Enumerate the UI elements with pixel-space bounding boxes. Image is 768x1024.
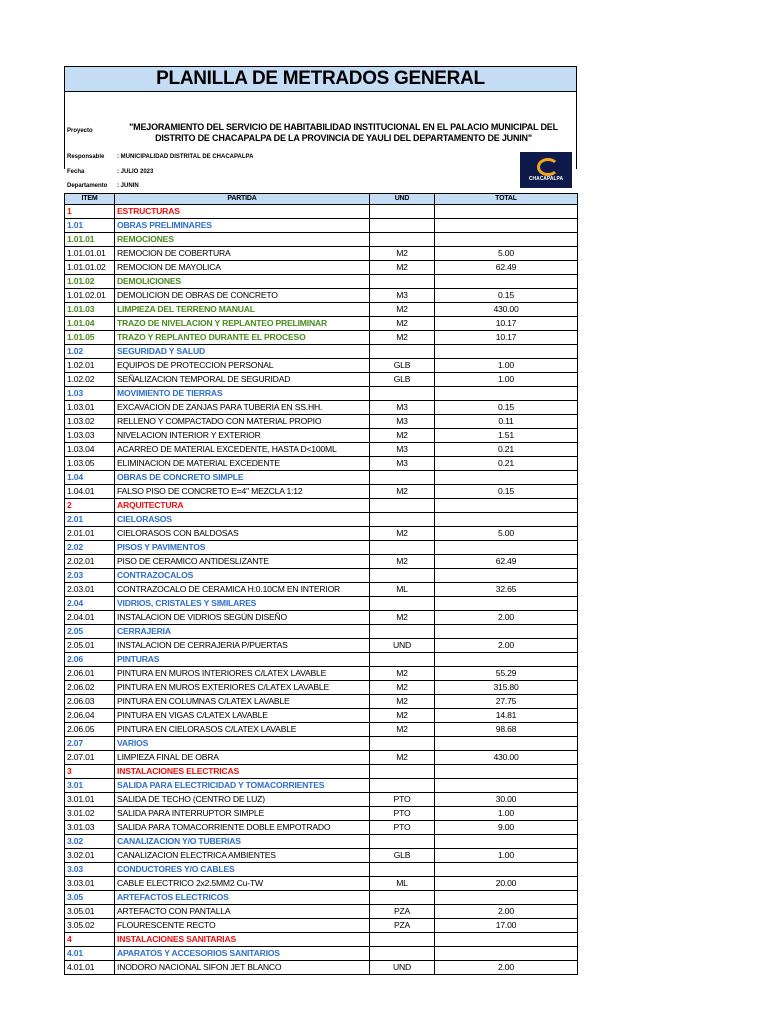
row-partida-cell: CIELORASOS bbox=[115, 513, 370, 527]
sheet-title: PLANILLA DE METRADOS GENERAL bbox=[64, 66, 577, 92]
row-und-cell: M3 bbox=[370, 443, 435, 457]
table-row bbox=[65, 499, 578, 513]
table-row bbox=[65, 877, 578, 891]
row-und-cell: M2 bbox=[370, 303, 435, 317]
table-row bbox=[65, 919, 578, 933]
row-partida-cell: CIELORASOS CON BALDOSAS bbox=[115, 527, 370, 541]
row-total-cell bbox=[435, 891, 578, 905]
row-partida-cell: OBRAS DE CONCRETO SIMPLE bbox=[115, 471, 370, 485]
row-total-cell bbox=[435, 541, 578, 555]
row-total-cell: 10.17 bbox=[435, 317, 578, 331]
row-total-cell bbox=[435, 345, 578, 359]
row-item-cell: 3.05 bbox=[65, 891, 115, 905]
row-und-cell: M2 bbox=[370, 527, 435, 541]
header-und: UND bbox=[370, 194, 435, 205]
row-total-cell bbox=[435, 387, 578, 401]
row-total-cell: 9.00 bbox=[435, 821, 578, 835]
row-und-cell: M3 bbox=[370, 457, 435, 471]
municipality-logo bbox=[520, 152, 572, 188]
table-row bbox=[65, 961, 578, 975]
row-und-cell: M2 bbox=[370, 681, 435, 695]
row-total-cell bbox=[435, 835, 578, 849]
row-total-cell bbox=[435, 275, 578, 289]
row-item-cell: 1.01.04 bbox=[65, 317, 115, 331]
row-total-cell bbox=[435, 513, 578, 527]
row-partida-cell: INSTALACION DE VIDRIOS SEGÚN DISEÑO bbox=[115, 611, 370, 625]
row-total-cell: 430.00 bbox=[435, 303, 578, 317]
metrados-table bbox=[64, 193, 578, 975]
row-total-cell: 315.80 bbox=[435, 681, 578, 695]
row-item-cell: 2.07 bbox=[65, 737, 115, 751]
table-row bbox=[65, 387, 578, 401]
table-row bbox=[65, 457, 578, 471]
table-row bbox=[65, 737, 578, 751]
row-item-cell: 1.01.01 bbox=[65, 233, 115, 247]
row-partida-cell: CANALIZACION Y/O TUBERIAS bbox=[115, 835, 370, 849]
row-und-cell bbox=[370, 387, 435, 401]
row-und-cell: ML bbox=[370, 877, 435, 891]
row-item-cell: 2.06.03 bbox=[65, 695, 115, 709]
row-partida-cell: PINTURA EN MUROS INTERIORES C/LATEX LAVABLE bbox=[115, 667, 370, 681]
row-total-cell: 0.15 bbox=[435, 485, 578, 499]
row-und-cell: M3 bbox=[370, 289, 435, 303]
row-partida-cell: CONTRAZOCALOS bbox=[115, 569, 370, 583]
row-total-cell bbox=[435, 233, 578, 247]
row-item-cell: 2.01 bbox=[65, 513, 115, 527]
row-und-cell: M2 bbox=[370, 261, 435, 275]
row-item-cell: 3.05.02 bbox=[65, 919, 115, 933]
row-item-cell: 1.04.01 bbox=[65, 485, 115, 499]
row-und-cell: M2 bbox=[370, 247, 435, 261]
table-row bbox=[65, 723, 578, 737]
table-row bbox=[65, 765, 578, 779]
row-partida-cell: SALIDA PARA INTERRUPTOR SIMPLE bbox=[115, 807, 370, 821]
row-und-cell: M2 bbox=[370, 429, 435, 443]
row-partida-cell: INSTALACIONES ELECTRICAS bbox=[115, 765, 370, 779]
table-row bbox=[65, 807, 578, 821]
row-und-cell: M2 bbox=[370, 695, 435, 709]
row-total-cell: 17.00 bbox=[435, 919, 578, 933]
table-row bbox=[65, 443, 578, 457]
row-partida-cell: SEGURIDAD Y SALUD bbox=[115, 345, 370, 359]
row-item-cell: 2.03.01 bbox=[65, 583, 115, 597]
table-row bbox=[65, 681, 578, 695]
table-row bbox=[65, 597, 578, 611]
table-row bbox=[65, 653, 578, 667]
row-total-cell: 430.00 bbox=[435, 751, 578, 765]
row-und-cell bbox=[370, 569, 435, 583]
row-partida-cell: OBRAS PRELIMINARES bbox=[115, 219, 370, 233]
row-partida-cell: EQUIPOS DE PROTECCION PERSONAL bbox=[115, 359, 370, 373]
row-item-cell: 1.01.05 bbox=[65, 331, 115, 345]
row-total-cell bbox=[435, 471, 578, 485]
row-item-cell: 3.01.03 bbox=[65, 821, 115, 835]
row-item-cell: 3.01 bbox=[65, 779, 115, 793]
row-total-cell bbox=[435, 219, 578, 233]
row-total-cell: 0.21 bbox=[435, 457, 578, 471]
row-item-cell: 3.03.01 bbox=[65, 877, 115, 891]
table-row bbox=[65, 345, 578, 359]
table-row bbox=[65, 835, 578, 849]
row-partida-cell: DEMOLICIONES bbox=[115, 275, 370, 289]
row-total-cell: 0.15 bbox=[435, 401, 578, 415]
row-partida-cell: PISOS Y PAVIMENTOS bbox=[115, 541, 370, 555]
table-row bbox=[65, 219, 578, 233]
table-body bbox=[65, 205, 578, 975]
row-und-cell: M2 bbox=[370, 723, 435, 737]
row-item-cell: 2.06.04 bbox=[65, 709, 115, 723]
row-total-cell: 0.15 bbox=[435, 289, 578, 303]
table-row bbox=[65, 569, 578, 583]
table-row bbox=[65, 471, 578, 485]
row-und-cell bbox=[370, 471, 435, 485]
row-partida-cell: FALSO PISO DE CONCRETO E=4" MEZCLA 1:12 bbox=[115, 485, 370, 499]
row-partida-cell: NIVELACION INTERIOR Y EXTERIOR bbox=[115, 429, 370, 443]
row-und-cell: M2 bbox=[370, 611, 435, 625]
table-row bbox=[65, 625, 578, 639]
logo-emblem-icon bbox=[537, 158, 559, 176]
row-total-cell bbox=[435, 765, 578, 779]
table-row bbox=[65, 233, 578, 247]
row-und-cell: M3 bbox=[370, 401, 435, 415]
row-total-cell: 10.17 bbox=[435, 331, 578, 345]
row-total-cell bbox=[435, 499, 578, 513]
row-und-cell: M2 bbox=[370, 331, 435, 345]
row-partida-cell: DEMOLICION DE OBRAS DE CONCRETO bbox=[115, 289, 370, 303]
row-partida-cell: APARATOS Y ACCESORIOS SANITARIOS bbox=[115, 947, 370, 961]
departamento-label: Departamento bbox=[67, 183, 108, 189]
departamento-value: : JUNIN bbox=[117, 183, 139, 189]
row-partida-cell: REMOCION DE COBERTURA bbox=[115, 247, 370, 261]
row-partida-cell: INSTALACIONES SANITARIAS bbox=[115, 933, 370, 947]
row-partida-cell: PINTURA EN CIELORASOS C/LATEX LAVABLE bbox=[115, 723, 370, 737]
row-total-cell: 1.00 bbox=[435, 849, 578, 863]
table-row bbox=[65, 415, 578, 429]
row-total-cell bbox=[435, 597, 578, 611]
row-item-cell: 2.04 bbox=[65, 597, 115, 611]
row-item-cell: 4.01 bbox=[65, 947, 115, 961]
row-und-cell bbox=[370, 933, 435, 947]
table-row bbox=[65, 947, 578, 961]
row-partida-cell: ARQUITECTURA bbox=[115, 499, 370, 513]
table-row bbox=[65, 583, 578, 597]
header-item: ITEM bbox=[65, 194, 115, 205]
row-und-cell bbox=[370, 891, 435, 905]
row-und-cell: M2 bbox=[370, 555, 435, 569]
table-row bbox=[65, 611, 578, 625]
row-partida-cell: SALIDA PARA ELECTRICIDAD Y TOMACORRIENTES bbox=[115, 779, 370, 793]
row-item-cell: 2.07.01 bbox=[65, 751, 115, 765]
row-total-cell: 1.51 bbox=[435, 429, 578, 443]
row-total-cell: 14.81 bbox=[435, 709, 578, 723]
row-partida-cell: CABLE ELECTRICO 2x2.5MM2 Cu-TW bbox=[115, 877, 370, 891]
row-total-cell: 30.00 bbox=[435, 793, 578, 807]
table-row bbox=[65, 359, 578, 373]
row-partida-cell: EXCAVACION DE ZANJAS PARA TUBERIA EN SS.HH. bbox=[115, 401, 370, 415]
table-row bbox=[65, 373, 578, 387]
row-und-cell bbox=[370, 205, 435, 219]
table-row bbox=[65, 261, 578, 275]
row-item-cell: 3.02 bbox=[65, 835, 115, 849]
header-total: TOTAL bbox=[435, 194, 578, 205]
table-row bbox=[65, 639, 578, 653]
row-item-cell: 3.03 bbox=[65, 863, 115, 877]
row-total-cell bbox=[435, 947, 578, 961]
row-total-cell: 1.00 bbox=[435, 373, 578, 387]
row-total-cell: 62.49 bbox=[435, 555, 578, 569]
row-total-cell bbox=[435, 779, 578, 793]
project-description: "MEJORAMIENTO DEL SERVICIO DE HABITABILIDAD INSTITUCIONAL EN EL PALACIO MUNICIPAL DEL DISTRITO DE CHACAPALPA DE LA PROVINCIA DE YAULI DEL DEPARTAMENTO DE JUNIN" bbox=[129, 122, 558, 143]
row-item-cell: 3.05.01 bbox=[65, 905, 115, 919]
row-total-cell bbox=[435, 625, 578, 639]
row-total-cell: 1.00 bbox=[435, 807, 578, 821]
row-und-cell bbox=[370, 765, 435, 779]
row-und-cell: M2 bbox=[370, 751, 435, 765]
row-item-cell: 2.05.01 bbox=[65, 639, 115, 653]
project-info bbox=[64, 92, 577, 189]
row-partida-cell: REMOCIONES bbox=[115, 233, 370, 247]
header-partida: PARTIDA bbox=[115, 194, 370, 205]
row-und-cell: M2 bbox=[370, 485, 435, 499]
table-row bbox=[65, 247, 578, 261]
row-total-cell: 0.11 bbox=[435, 415, 578, 429]
row-partida-cell: MOVIMIENTO DE TIERRAS bbox=[115, 387, 370, 401]
row-total-cell: 55.29 bbox=[435, 667, 578, 681]
row-partida-cell: TRAZO DE NIVELACION Y REPLANTEO PRELIMINAR bbox=[115, 317, 370, 331]
metrados-sheet bbox=[64, 66, 577, 975]
row-partida-cell: CANALIZACION ELECTRICA AMBIENTES bbox=[115, 849, 370, 863]
row-item-cell: 2.06 bbox=[65, 653, 115, 667]
table-row bbox=[65, 513, 578, 527]
row-und-cell: GLB bbox=[370, 849, 435, 863]
row-und-cell: PZA bbox=[370, 905, 435, 919]
row-partida-cell: INSTALACION DE CERRAJERIA P/PUERTAS bbox=[115, 639, 370, 653]
row-total-cell: 32.65 bbox=[435, 583, 578, 597]
row-partida-cell: ESTRUCTURAS bbox=[115, 205, 370, 219]
row-total-cell: 5.00 bbox=[435, 247, 578, 261]
row-total-cell bbox=[435, 569, 578, 583]
table-row bbox=[65, 303, 578, 317]
row-item-cell: 1.03 bbox=[65, 387, 115, 401]
table-row bbox=[65, 667, 578, 681]
row-item-cell: 3.01.02 bbox=[65, 807, 115, 821]
table-row bbox=[65, 555, 578, 569]
row-item-cell: 2.05 bbox=[65, 625, 115, 639]
row-und-cell bbox=[370, 779, 435, 793]
responsable-label: Responsable bbox=[67, 154, 105, 160]
table-row bbox=[65, 695, 578, 709]
table-row bbox=[65, 863, 578, 877]
row-und-cell bbox=[370, 597, 435, 611]
row-und-cell: M2 bbox=[370, 709, 435, 723]
row-partida-cell: VARIOS bbox=[115, 737, 370, 751]
row-item-cell: 3 bbox=[65, 765, 115, 779]
row-total-cell: 0.21 bbox=[435, 443, 578, 457]
row-partida-cell: TRAZO Y REPLANTEO DURANTE EL PROCESO bbox=[115, 331, 370, 345]
row-total-cell: 98.68 bbox=[435, 723, 578, 737]
row-und-cell: GLB bbox=[370, 359, 435, 373]
row-total-cell: 20.00 bbox=[435, 877, 578, 891]
row-partida-cell: REMOCION DE MAYOLICA bbox=[115, 261, 370, 275]
row-total-cell bbox=[435, 653, 578, 667]
row-partida-cell: VIDRIOS, CRISTALES Y SIMILARES bbox=[115, 597, 370, 611]
row-item-cell: 1.01.02.01 bbox=[65, 289, 115, 303]
row-und-cell bbox=[370, 541, 435, 555]
row-item-cell: 1.01.03 bbox=[65, 303, 115, 317]
row-und-cell bbox=[370, 737, 435, 751]
row-und-cell: PTO bbox=[370, 793, 435, 807]
table-row bbox=[65, 793, 578, 807]
row-partida-cell: CONDUCTORES Y/O CABLES bbox=[115, 863, 370, 877]
row-und-cell bbox=[370, 863, 435, 877]
row-partida-cell: PINTURA EN VIGAS C/LATEX LAVABLE bbox=[115, 709, 370, 723]
row-partida-cell: LIMPIEZA FINAL DE OBRA bbox=[115, 751, 370, 765]
row-und-cell bbox=[370, 275, 435, 289]
table-row bbox=[65, 541, 578, 555]
row-und-cell bbox=[370, 835, 435, 849]
table-header-row bbox=[65, 194, 578, 205]
row-item-cell: 2.06.05 bbox=[65, 723, 115, 737]
table-row bbox=[65, 275, 578, 289]
row-item-cell: 1.02.01 bbox=[65, 359, 115, 373]
row-und-cell: UND bbox=[370, 639, 435, 653]
table-row bbox=[65, 891, 578, 905]
row-item-cell: 1.03.05 bbox=[65, 457, 115, 471]
row-und-cell: PZA bbox=[370, 919, 435, 933]
table-row bbox=[65, 331, 578, 345]
project-label: Proyecto bbox=[67, 128, 93, 134]
row-item-cell: 1.04 bbox=[65, 471, 115, 485]
row-und-cell: M3 bbox=[370, 415, 435, 429]
table-row bbox=[65, 485, 578, 499]
table-row bbox=[65, 751, 578, 765]
row-item-cell: 2.01.01 bbox=[65, 527, 115, 541]
row-partida-cell: PISO DE CERAMICO ANTIDESLIZANTE bbox=[115, 555, 370, 569]
row-total-cell: 5.00 bbox=[435, 527, 578, 541]
row-total-cell: 2.00 bbox=[435, 905, 578, 919]
row-item-cell: 2.04.01 bbox=[65, 611, 115, 625]
logo-text: CHACAPALPA bbox=[528, 176, 564, 182]
row-partida-cell: ACARREO DE MATERIAL EXCEDENTE, HASTA D<100ML bbox=[115, 443, 370, 457]
row-partida-cell: LIMPIEZA DEL TERRENO MANUAL bbox=[115, 303, 370, 317]
row-item-cell: 2 bbox=[65, 499, 115, 513]
row-item-cell: 1.03.04 bbox=[65, 443, 115, 457]
row-partida-cell: CONTRAZOCALO DE CERAMICA H:0.10CM EN INTERIOR bbox=[115, 583, 370, 597]
row-item-cell: 2.02.01 bbox=[65, 555, 115, 569]
row-und-cell bbox=[370, 233, 435, 247]
row-partida-cell: INODORO NACIONAL SIFON JET BLANCO bbox=[115, 961, 370, 975]
row-item-cell: 3.02.01 bbox=[65, 849, 115, 863]
row-item-cell: 1.01.01.01 bbox=[65, 247, 115, 261]
row-item-cell: 4 bbox=[65, 933, 115, 947]
responsable-value: : MUNICIPALIDAD DISTRITAL DE CHACAPALPA bbox=[117, 154, 254, 160]
fecha-label: Fecha bbox=[67, 169, 85, 175]
row-item-cell: 1.02.02 bbox=[65, 373, 115, 387]
row-partida-cell: SALIDA DE TECHO (CENTRO DE LUZ) bbox=[115, 793, 370, 807]
table-row bbox=[65, 317, 578, 331]
row-total-cell: 1.00 bbox=[435, 359, 578, 373]
row-item-cell: 1 bbox=[65, 205, 115, 219]
row-partida-cell: PINTURA EN MUROS EXTERIORES C/LATEX LAVABLE bbox=[115, 681, 370, 695]
row-item-cell: 2.06.01 bbox=[65, 667, 115, 681]
row-und-cell bbox=[370, 499, 435, 513]
row-total-cell bbox=[435, 933, 578, 947]
row-total-cell: 62.49 bbox=[435, 261, 578, 275]
row-und-cell: M2 bbox=[370, 317, 435, 331]
row-item-cell: 1.02 bbox=[65, 345, 115, 359]
row-und-cell: GLB bbox=[370, 373, 435, 387]
table-row bbox=[65, 289, 578, 303]
row-total-cell bbox=[435, 205, 578, 219]
row-partida-cell: SEÑALIZACION TEMPORAL DE SEGURIDAD bbox=[115, 373, 370, 387]
row-partida-cell: ELIMINACION DE MATERIAL EXCEDENTE bbox=[115, 457, 370, 471]
row-total-cell: 2.00 bbox=[435, 639, 578, 653]
row-partida-cell: ARTEFACTO CON PANTALLA bbox=[115, 905, 370, 919]
table-row bbox=[65, 205, 578, 219]
row-item-cell: 1.03.02 bbox=[65, 415, 115, 429]
row-total-cell bbox=[435, 737, 578, 751]
row-partida-cell: PINTURA EN COLUMNAS C/LATEX LAVABLE bbox=[115, 695, 370, 709]
row-item-cell: 4.01.01 bbox=[65, 961, 115, 975]
row-partida-cell: FLOURESCENTE RECTO bbox=[115, 919, 370, 933]
row-item-cell: 1.01.02 bbox=[65, 275, 115, 289]
row-item-cell: 1.03.03 bbox=[65, 429, 115, 443]
row-und-cell bbox=[370, 219, 435, 233]
row-und-cell: UND bbox=[370, 961, 435, 975]
row-partida-cell: SALIDA PARA TOMACORRIENTE DOBLE EMPOTRADO bbox=[115, 821, 370, 835]
row-partida-cell: RELLENO Y COMPACTADO CON MATERIAL PROPIO bbox=[115, 415, 370, 429]
row-item-cell: 2.06.02 bbox=[65, 681, 115, 695]
row-item-cell: 2.02 bbox=[65, 541, 115, 555]
table-row bbox=[65, 779, 578, 793]
table-row bbox=[65, 849, 578, 863]
row-und-cell bbox=[370, 625, 435, 639]
row-und-cell bbox=[370, 653, 435, 667]
row-total-cell: 2.00 bbox=[435, 961, 578, 975]
table-row bbox=[65, 933, 578, 947]
row-item-cell: 1.01.01.02 bbox=[65, 261, 115, 275]
row-item-cell: 1.01 bbox=[65, 219, 115, 233]
row-item-cell: 2.03 bbox=[65, 569, 115, 583]
row-total-cell: 2.00 bbox=[435, 611, 578, 625]
table-row bbox=[65, 821, 578, 835]
row-total-cell: 27.75 bbox=[435, 695, 578, 709]
table-row bbox=[65, 905, 578, 919]
table-row bbox=[65, 709, 578, 723]
row-und-cell: ML bbox=[370, 583, 435, 597]
row-partida-cell: CERRAJERIA bbox=[115, 625, 370, 639]
table-row bbox=[65, 527, 578, 541]
row-total-cell bbox=[435, 863, 578, 877]
row-partida-cell: PINTURAS bbox=[115, 653, 370, 667]
fecha-value: : JULIO 2023 bbox=[117, 169, 154, 175]
row-und-cell bbox=[370, 513, 435, 527]
row-und-cell bbox=[370, 947, 435, 961]
row-partida-cell: ARTEFACTOS ELECTRICOS bbox=[115, 891, 370, 905]
row-und-cell: M2 bbox=[370, 667, 435, 681]
row-und-cell: PTO bbox=[370, 807, 435, 821]
row-item-cell: 1.03.01 bbox=[65, 401, 115, 415]
table-row bbox=[65, 429, 578, 443]
row-und-cell bbox=[370, 345, 435, 359]
table-row bbox=[65, 401, 578, 415]
row-item-cell: 3.01.01 bbox=[65, 793, 115, 807]
row-und-cell: PTO bbox=[370, 821, 435, 835]
